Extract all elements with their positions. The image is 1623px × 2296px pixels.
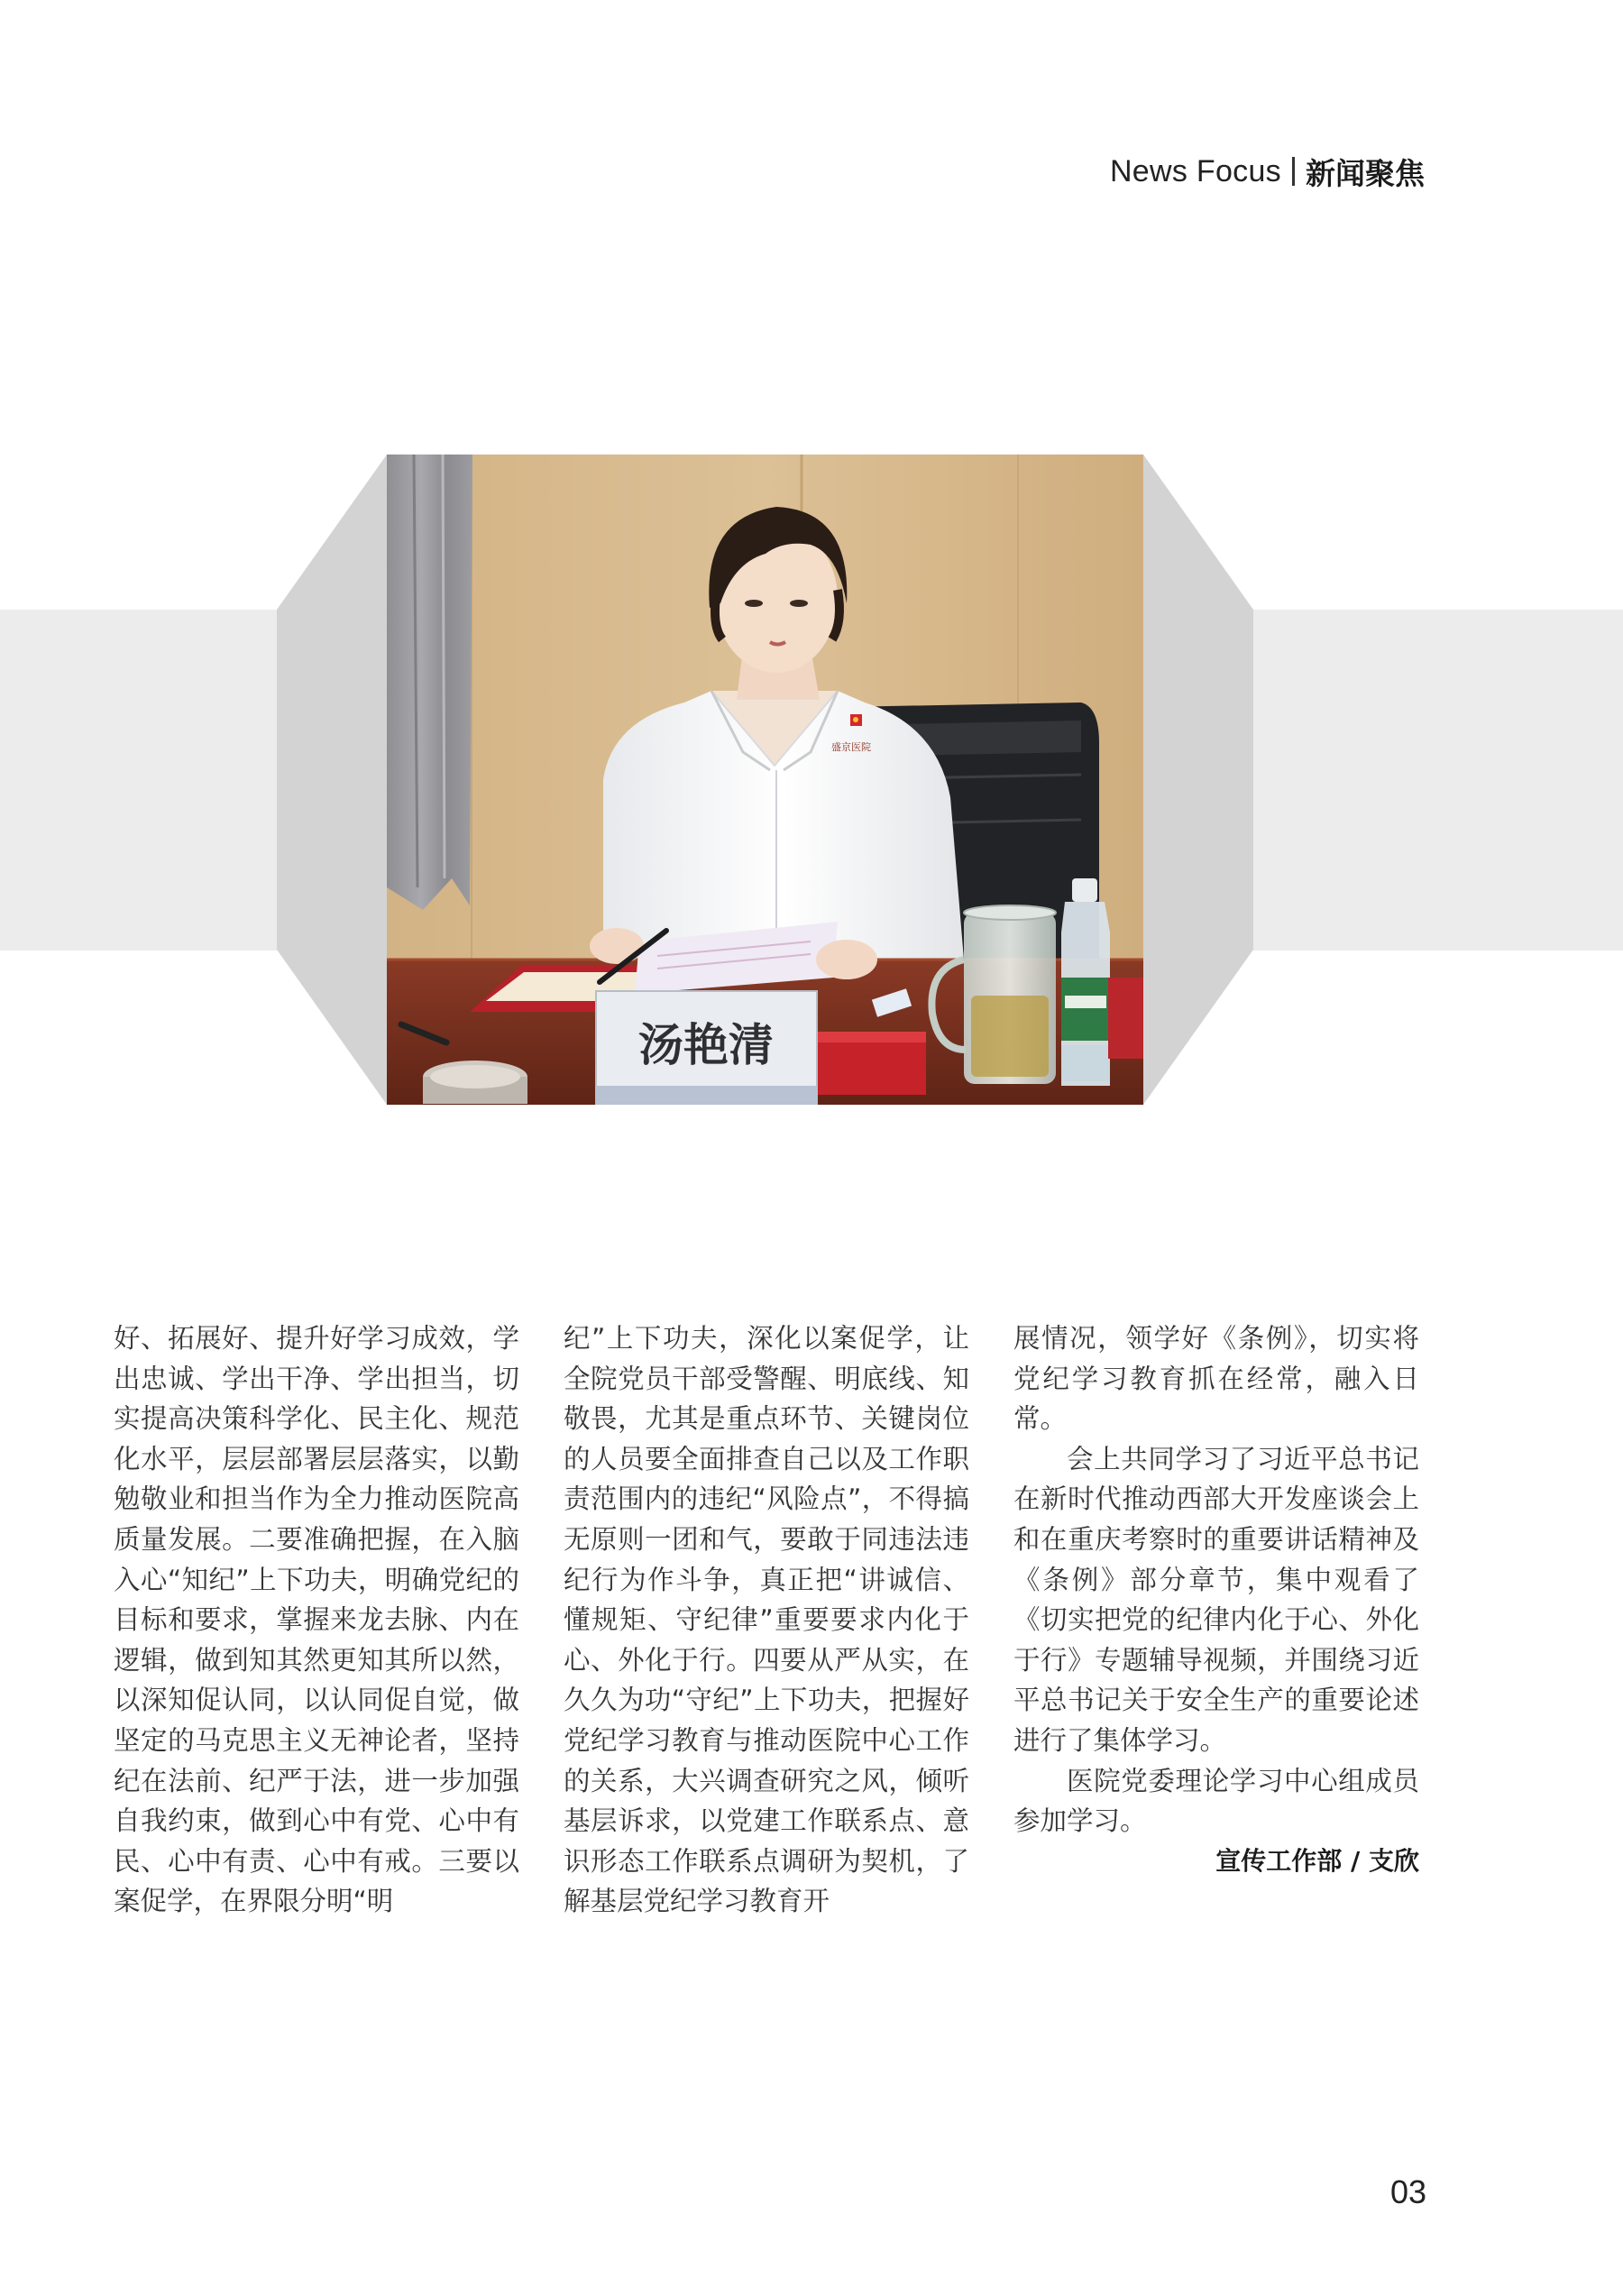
article-paragraph: 会上共同学习了习近平总书记在新时代推动西部大开发座谈会上和在重庆考察时的重要讲话精神及《条例》部分章节，集中观看了《切实把党的纪律内化于心、外化于行》专题辅导视频，并围绕习近平总书记关于安全生产的重要论述进行了集体学习。 [1013,1443,1419,1756]
article-photo [387,455,1143,1105]
coat-embroidery: 盛京医院 [831,741,871,753]
article-paragraph: 纪”上下功夫，深化以案促学，让全院党员干部受警醒、明底线、知敬畏，尤其是重点环节、关键岗位的人员要全面排查自己以及工作职责范围内的违纪“风险点”，不得搞无原则一团和气，要敢于同违法违纪行为作斗争，真正把“讲诚信、懂规矩、守纪律”重要要求内化于心、外化于行。四要从严从实，在久久为功“守纪”上下功夫，把握好党纪学习教育与推动医院中心工作的关系，大兴调查研究之风，倾听基层诉求，以党建工作联系点、意识形态工作联系点调研为契机，了解基层党纪学习教育开 [564,1323,969,1917]
section-header [1037,149,1425,194]
article-paragraph: 医院党委理论学习中心组成员参加学习。 [1013,1765,1419,1837]
article-byline: 宣传工作部 / 支欣 [1215,1845,1419,1876]
section-title-cn: 新闻聚焦 [1306,155,1425,191]
nameplate-name: 汤艳清 [638,1018,774,1071]
article-paragraph: 展情况，领学好《条例》，切实将党纪学习教育抓在经常，融入日常。 [1013,1323,1419,1435]
article-paragraph: 好、拓展好、提升好学习成效，学出忠诚、学出干净、学出担当，切实提高决策科学化、民主化、规范化水平，层层部署层层落实，以勤勉敬业和担当作为全力推动医院高质量发展。二要准确把握，在入脑入心“知纪”上下功夫，明确党纪的目标和要求，掌握来龙去脉、内在逻辑，做到知其然更知其所以然，以深知促认同，以认同促自觉，做坚定的马克思主义无神论者，坚持纪在法前、纪严于法，进一步加强自我约束，做到心中有党、心中有民、心中有责、心中有戒。三要以案促学，在界限分明“明 [114,1323,519,1917]
page-number: 03 [1389,2173,1426,2210]
article-column-1 [114,1318,519,1922]
section-divider [1292,157,1295,186]
article-column-2 [564,1318,969,1922]
section-title-en: News Focus [1109,153,1281,188]
article-column-3 [1013,1318,1419,1881]
